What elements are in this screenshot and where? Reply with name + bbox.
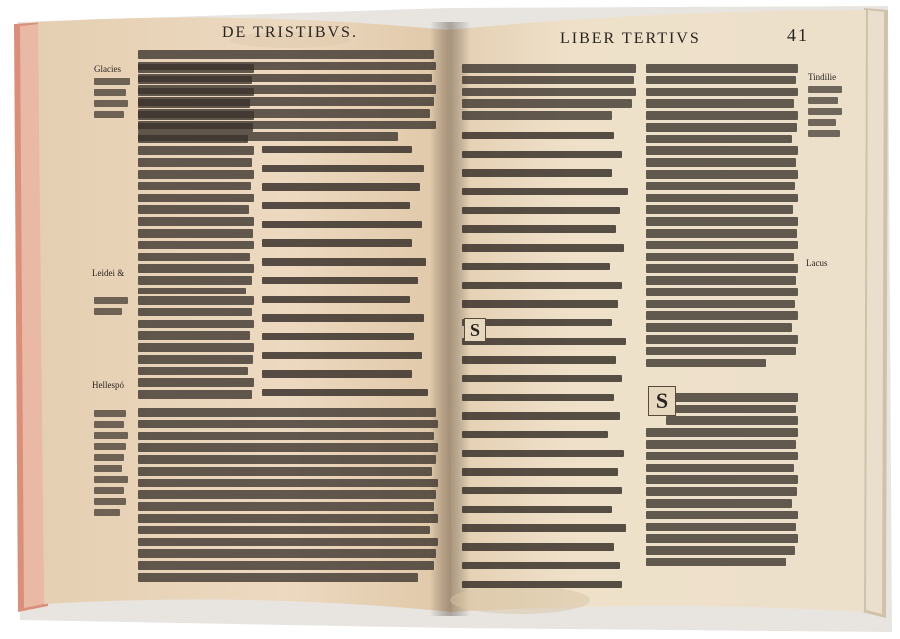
folio-number: 41 <box>787 25 809 45</box>
left-margin-note-leidei: Leidei & <box>92 268 125 278</box>
left-running-head: DE TRISTIBVS. <box>222 24 358 41</box>
right-running-head: LIBER TERTIVS <box>560 30 701 47</box>
left-commentary-bottom <box>138 408 440 596</box>
decorated-initial-s: S <box>464 318 486 342</box>
right-verse-top <box>462 64 638 124</box>
left-commentary-mid <box>138 296 256 406</box>
left-margin-gloss <box>94 78 134 518</box>
right-margin-gloss <box>808 86 848 146</box>
right-verse-column <box>462 132 638 602</box>
left-margin-note-hellespo: Hellespó <box>92 380 124 390</box>
right-margin-note-lacus: Lacus <box>806 258 828 268</box>
right-margin-note-tindilie: Tindilie <box>808 72 837 82</box>
left-margin-note-glacies: Glacies <box>94 64 121 74</box>
left-commentary-top <box>138 50 438 150</box>
decorated-initial-s-commentary: S <box>648 386 676 416</box>
right-commentary-column <box>646 64 800 604</box>
left-verse-column <box>262 146 440 406</box>
